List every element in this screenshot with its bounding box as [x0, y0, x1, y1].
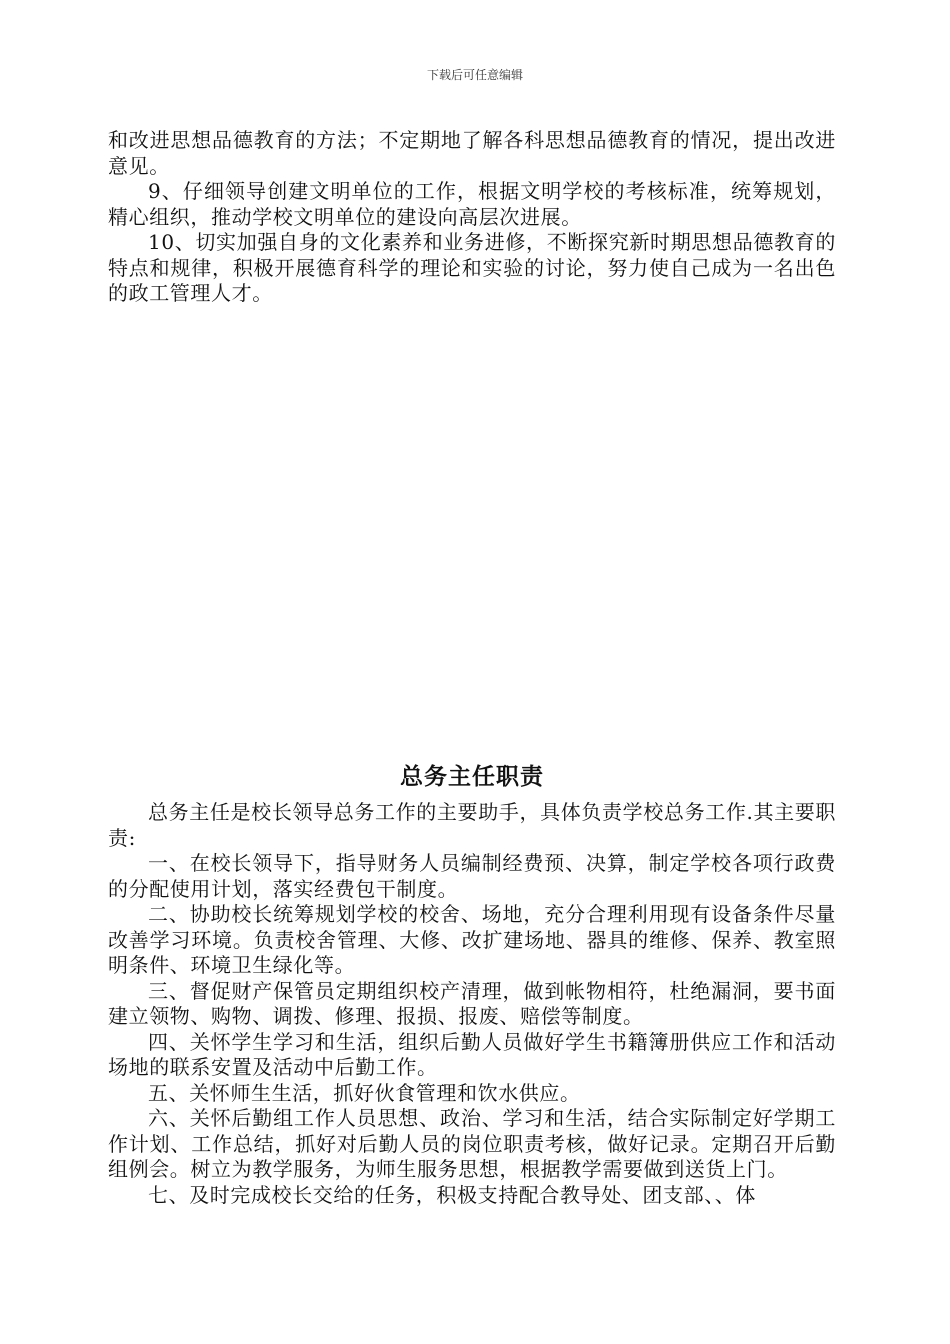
- paragraph-intro: 总务主任是校长领导总务工作的主要助手，具体负责学校总务工作.其主要职责:: [108, 800, 836, 850]
- general-affairs-section: [108, 763, 836, 1208]
- paragraph-duty-3: 三、督促财产保管员定期组织校产清理，做到帐物相符，杜绝漏洞，要书面建立领物、购物、调拨、修理、报损、报废、赔偿等制度。: [108, 978, 836, 1028]
- paragraph-item-10: 10、切实加强自身的文化素养和业务进修，不断探究新时期思想品德教育的特点和规律，积极开展德育科学的理论和实验的讨论，努力使自己成为一名出色的政工管理人才。: [108, 230, 836, 305]
- top-text-section: [108, 128, 836, 307]
- page-header-note: 下载后可任意编辑: [426, 68, 523, 82]
- paragraph-duty-4: 四、关怀学生学习和生活，组织后勤人员做好学生书籍簿册供应工作和活动场地的联系安置及活动中后勤工作。: [108, 1029, 836, 1079]
- paragraph-item-9: 9、仔细领导创建文明单位的工作，根据文明学校的考核标准，统筹规划，精心组织，推动学校文明单位的建设向高层次进展。: [108, 179, 836, 229]
- paragraph-continued: 和改进思想品德教育的方法；不定期地了解各科思想品德教育的情况，提出改进意见。: [108, 128, 836, 178]
- paragraph-duty-7: 七、及时完成校长交给的任务，积极支持配合教导处、团支部、、体: [148, 1182, 756, 1207]
- paragraph-duty-6: 六、关怀后勤组工作人员思想、政治、学习和生活，结合实际制定好学期工作计划、工作总结，抓好对后勤人员的岗位职责考核，做好记录。定期召开后勤组例会。树立为教学服务，为师生服务思想，根据教学需要做到送货上门。: [108, 1106, 836, 1181]
- paragraph-duty-5: 五、关怀师生生活，抓好伙食管理和饮水供应。: [148, 1080, 581, 1105]
- paragraph-duty-1: 一、在校长领导下，指导财务人员编制经费预、决算，制定学校各项行政费的分配使用计划，落实经费包干制度。: [108, 851, 836, 901]
- section-title: 总务主任职责: [400, 763, 544, 790]
- paragraph-duty-2: 二、协助校长统筹规划学校的校舍、场地，充分合理利用现有设备条件尽量改善学习环境。负责校舍管理、大修、改扩建场地、器具的维修、保养、教室照明条件、环境卫生绿化等。: [108, 902, 836, 977]
